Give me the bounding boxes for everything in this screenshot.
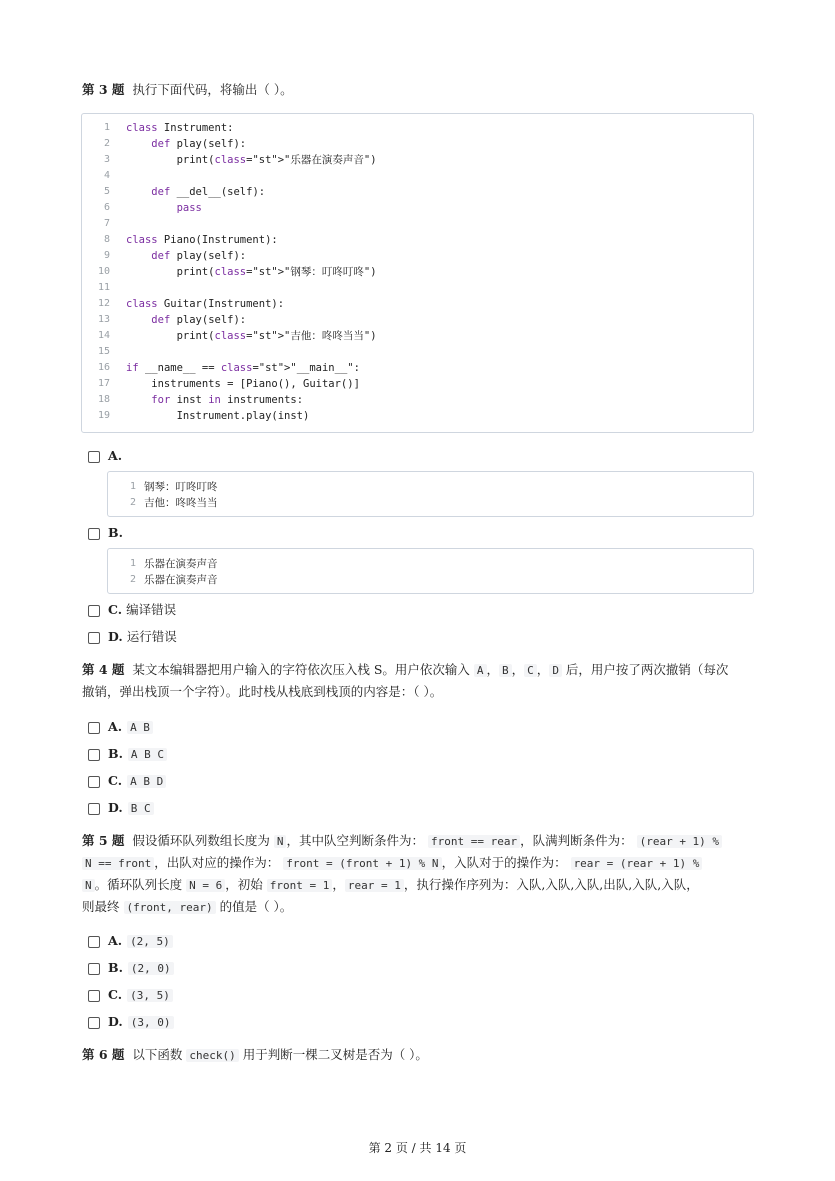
q5-option-d-checkbox[interactable] (88, 1017, 100, 1029)
line-number: 17 (97, 378, 110, 389)
q5-option-c-label: C. (3, 5) (108, 987, 173, 1004)
option-c-checkbox[interactable] (88, 605, 100, 617)
option-b-code (107, 548, 754, 594)
q4-option-a-label: A. A B (108, 719, 153, 736)
code-text: print(class="st">"钢琴：叮咚叮咚") (126, 266, 377, 278)
code-text: def play(self): (151, 250, 247, 262)
line-number: 6 (103, 202, 110, 213)
code-block (81, 113, 754, 433)
q5-option-b-checkbox[interactable] (88, 963, 100, 975)
line-number: 11 (97, 282, 110, 293)
code-text: pass (176, 202, 202, 214)
code-text: 钢琴：叮咚叮咚 (144, 481, 218, 493)
code-text: class Instrument: (126, 122, 234, 134)
option-value: B C (128, 802, 154, 815)
option-value: A B C (128, 748, 167, 761)
line-number: 14 (97, 330, 110, 341)
question-4-title: 第 4 题 某文本编辑器把用户输入的字符依次压入栈 S。用户依次输入 A ， B ， C ， D 后，用户按了两次撤销（每次 (82, 662, 729, 677)
code-text: 吉他：咚咚当当 (144, 497, 218, 509)
q5-option-b-label: B. (2, 0) (108, 960, 174, 977)
q4-option-b-checkbox[interactable] (88, 749, 100, 761)
line-number: 2 (129, 574, 136, 585)
question-5-line3: N 。循环队列长度 N = 6 ，初始 front = 1 ， rear = 1 ，执行操作序列为：入队,入队,入队,出队,入队,入队， (82, 877, 699, 894)
code-text: def __del__(self): (151, 186, 266, 198)
line-number: 2 (129, 497, 136, 508)
line-number: 13 (97, 314, 110, 325)
question-text: 执行下面代码，将输出（ ）。 (132, 82, 293, 97)
option-value: (2, 5) (127, 935, 173, 948)
option-a-label: A. (108, 448, 123, 463)
q5-option-a-label: A. (2, 5) (108, 933, 173, 950)
q4-option-c-checkbox[interactable] (88, 776, 100, 788)
question-number: 第 6 题 (82, 1047, 125, 1062)
code-text: class Guitar(Instrument): (126, 298, 285, 310)
line-number: 8 (103, 234, 110, 245)
line-number: 2 (103, 138, 110, 149)
code-text: instruments = [Piano(), Guitar()] (126, 378, 360, 390)
line-number: 12 (97, 298, 110, 309)
line-number: 1 (103, 122, 110, 133)
code-text: 乐器在演奏声音 (144, 558, 218, 570)
line-number: 9 (103, 250, 110, 261)
line-number: 4 (103, 170, 110, 181)
code-text: if __name__ == class="st">"__main__": (126, 362, 360, 374)
question-4-text-line2: 撤销，弹出栈顶一个字符）。此时栈从栈底到栈顶的内容是：（ ）。 (82, 684, 443, 699)
code-text: Instrument.play(inst) (126, 410, 310, 422)
option-value: A B (127, 721, 153, 734)
line-number: 1 (129, 481, 136, 492)
q5-option-c-checkbox[interactable] (88, 990, 100, 1002)
question-3-title (82, 82, 293, 98)
option-b-checkbox[interactable] (88, 528, 100, 540)
line-number: 1 (129, 558, 136, 569)
line-number: 18 (97, 394, 110, 405)
option-d-label: D. 运行错误 (108, 629, 177, 644)
code-text: class Piano(Instrument): (126, 234, 278, 246)
line-number: 15 (97, 346, 110, 357)
line-number: 10 (97, 266, 110, 277)
option-value: (2, 0) (128, 962, 174, 975)
q4-option-a-checkbox[interactable] (88, 722, 100, 734)
option-c-label: C. 编译错误 (108, 602, 177, 617)
question-number: 第 4 题 (82, 662, 125, 677)
option-b-label: B. (108, 525, 123, 540)
q4-option-c-label: C. A B D (108, 773, 166, 790)
question-number: 第 5 题 (82, 833, 125, 848)
option-a-checkbox[interactable] (88, 451, 100, 463)
line-number: 16 (97, 362, 110, 373)
option-value: (3, 0) (128, 1016, 174, 1029)
q4-option-d-label: D. B C (108, 800, 154, 817)
code-text: for inst in instruments: (151, 394, 304, 406)
question-5-line1: 第 5 题 假设循环队列数组长度为 N ，其中队空判断条件为： front == rear ，队满判断条件为： (rear + 1) % (82, 833, 722, 850)
option-d-checkbox[interactable] (88, 632, 100, 644)
option-a-code (107, 471, 754, 517)
code-text: print(class="st">"乐器在演奏声音") (126, 154, 377, 166)
q4-option-d-checkbox[interactable] (88, 803, 100, 815)
line-number: 3 (103, 154, 110, 165)
question-5-line4: 则最终 (front, rear) 的值是（ ）。 (82, 899, 293, 914)
line-number: 7 (103, 218, 110, 229)
q5-option-a-checkbox[interactable] (88, 936, 100, 948)
option-value: A B D (127, 775, 166, 788)
option-value: (3, 5) (127, 989, 173, 1002)
code-text: def play(self): (151, 138, 247, 150)
q4-option-b-label: B. A B C (108, 746, 167, 763)
line-number: 5 (103, 186, 110, 197)
q5-option-d-label: D. (3, 0) (108, 1014, 174, 1031)
code-text: print(class="st">"吉他：咚咚当当") (126, 330, 377, 342)
code-text: def play(self): (151, 314, 247, 326)
question-5-line2: N == front ，出队对应的操作为： front = (front + 1) % N ，入队对于的操作为： rear = (rear + 1) % (82, 855, 702, 872)
line-number: 19 (97, 410, 110, 421)
question-number: 第 3 题 (82, 82, 125, 97)
question-6-title: 第 6 题 以下函数 check() 用于判断一棵二叉树是否为（ ）。 (82, 1047, 428, 1062)
code-text: 乐器在演奏声音 (144, 574, 218, 586)
page-footer: 第 2 页 / 共 14 页 (368, 1141, 467, 1155)
